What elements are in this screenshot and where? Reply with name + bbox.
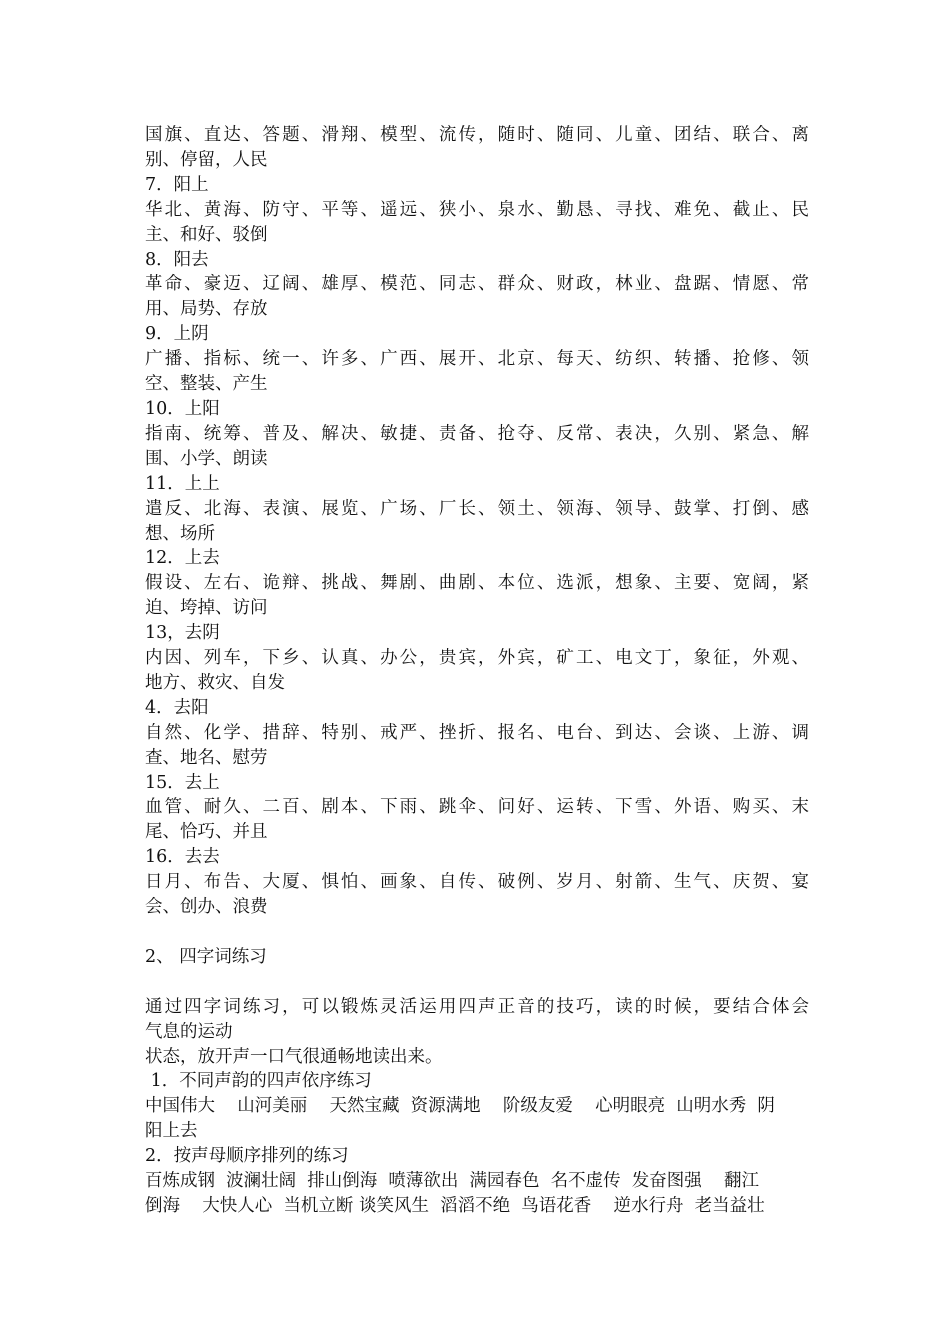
exercise-line: 4．去阳 [145, 697, 209, 718]
exercise-line: 主、和好、驳倒 [145, 224, 268, 245]
exercise-line: 10．上阳 [145, 398, 220, 419]
exercise-line: 假设、左右、诡辩、挑战、舞剧、曲剧、本位、选派，想象、主要、宽阔，紧 [145, 573, 809, 594]
exercise-line: 7．阳上 [145, 174, 209, 195]
exercise-line: 阳上去 [145, 1121, 198, 1142]
exercise-line: 别、停留，人民 [145, 149, 268, 170]
exercise-line: 8．阳去 [145, 249, 209, 270]
exercise-line: 血管、耐久、二百、剧本、下雨、跳伞、问好、运转、下雪、外语、购买、末 [145, 797, 809, 818]
exercise-line: 指南、统筹、普及、解决、敏捷、责备、抢夺、反常、表决，久别、紧急、解 [145, 423, 809, 444]
exercise-line: 13，去阴 [145, 623, 220, 644]
exercise-line: 自然、化学、措辞、特别、戒严、挫折、报名、电台、到达、会谈、上游、调 [145, 722, 809, 743]
exercise-line: 状态，放开声一口气很通畅地读出来。 [145, 1046, 443, 1067]
exercise-line: 日月、布告、大厦、惧怕、画象、自传、破例、岁月、射箭、生气、庆贺、宴 [145, 872, 809, 893]
exercise-line: 革命、豪迈、辽阔、雄厚、模范、同志、群众、财政，林业、盘踞、情愿、常 [145, 274, 809, 295]
exercise-line: 地方、救灾、自发 [145, 672, 285, 693]
exercise-line: 百炼成钢 波澜壮阔 排山倒海 喷薄欲出 满园春色 名不虚传 发奋图强 翻江 [145, 1171, 760, 1192]
exercise-line: 会、创办、浪费 [145, 897, 268, 918]
exercise-line: 迫、垮掉、访问 [145, 598, 268, 619]
exercise-line: 想、场所 [145, 523, 215, 544]
blank-line [145, 970, 809, 995]
exercise-line: 2．按声母顺序排列的练习 [145, 1146, 349, 1167]
exercise-line: 中国伟大 山河美丽 天然宝藏 资源满地 阶级友爱 心明眼亮 山明水秀 阴 [145, 1096, 775, 1117]
exercise-line: 9．上阴 [145, 324, 209, 345]
exercise-line: 用、局势、存放 [145, 299, 268, 320]
exercise-line: 内因、列车，下乡、认真、办公，贵宾，外宾，矿工、电文丁，象征，外观、 [145, 648, 809, 669]
exercise-line: 尾、恰巧、并且 [145, 822, 268, 843]
exercise-line: 12．上去 [145, 548, 220, 569]
exercise-line: 气息的运动 [145, 1021, 233, 1042]
exercise-line: 空、整装、产生 [145, 374, 268, 395]
exercise-line: 15．去上 [145, 772, 220, 793]
document-page [145, 123, 809, 1219]
blank-line [145, 920, 809, 945]
exercise-line: 华北、黄海、防守、平等、遥远、狭小、泉水、勤恳、寻找、难免、截止、民 [145, 199, 809, 220]
exercise-line: 围、小学、朗读 [145, 448, 268, 469]
exercise-line: 国旗、直达、答题、滑翔、模型、流传，随时、随同、儿童、团结、联合、离 [145, 125, 809, 145]
exercise-line: 1．不同声韵的四声依序练习 [145, 1071, 372, 1092]
exercise-line: 遣反、北海、表演、展览、广场、厂长、领土、领海、领导、鼓掌、打倒、感 [145, 498, 809, 519]
exercise-line: 11．上上 [145, 473, 220, 494]
tone-pair-exercise-list [145, 123, 809, 920]
exercise-line: 倒海 大快人心 当机立断 谈笑风生 滔滔不绝 鸟语花香 逆水行舟 老当益壮 [145, 1195, 765, 1216]
four-character-exercise-list [145, 995, 809, 1219]
section-heading: 2、 四字词练习 [145, 946, 267, 967]
exercise-line: 广播、指标、统一、许多、广西、展开、北京、每天、纺织、转播、抢修、领 [145, 349, 809, 370]
exercise-line: 查、地名、慰劳 [145, 747, 268, 768]
exercise-line: 16．去去 [145, 847, 220, 868]
exercise-line: 通过四字词练习，可以锻炼灵活运用四声正音的技巧，读的时候，要结合体会 [145, 996, 809, 1017]
